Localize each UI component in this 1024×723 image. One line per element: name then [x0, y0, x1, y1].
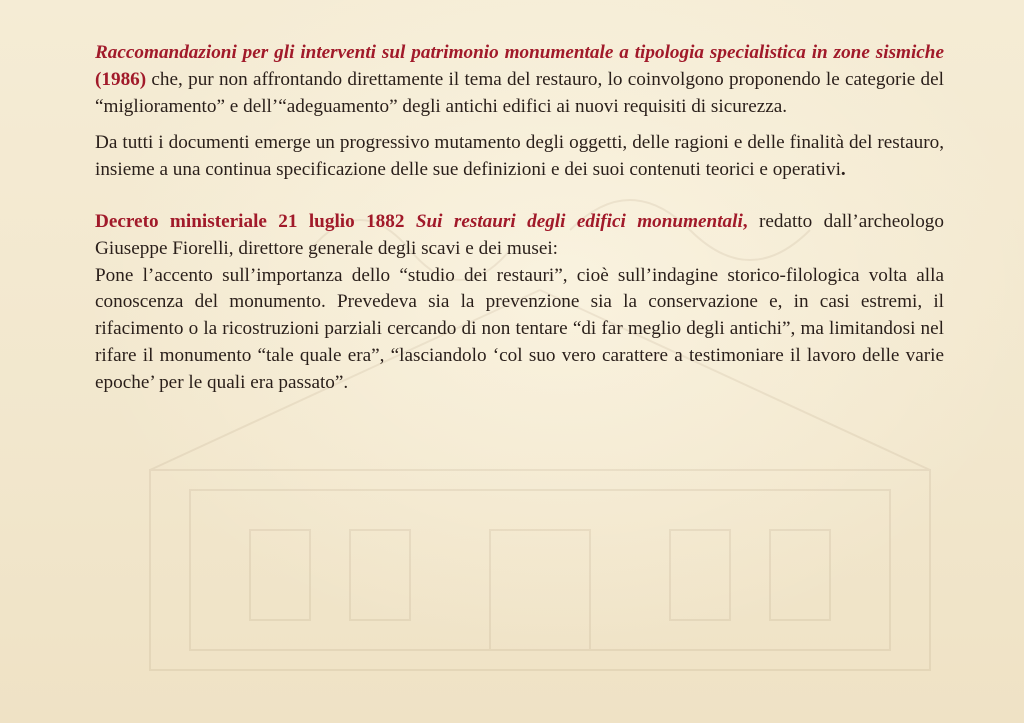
document-year: (1986) [95, 68, 147, 90]
decree-title-comma: , [742, 210, 748, 232]
paragraph-raccomandazioni [95, 40, 944, 120]
paragraph-text: Da tutti i documenti emerge un progressivo mutamento degli oggetti, delle ragioni e delle finalità del restauro, insieme a una continua specificazione delle sue definizioni e dei suoi contenuti teorici e operativi [95, 132, 944, 181]
decree-title: Decreto ministeriale 21 luglio 1882 [95, 210, 416, 232]
document-body [95, 40, 944, 397]
paragraph-documenti [95, 130, 944, 184]
decree-title-italic: Sui restauri degli edifici monumentali [415, 210, 743, 232]
decree-intro: redatto dall’archeologo Giuseppe Fiorelli, direttore generale degli scavi e dei musei: [95, 210, 944, 259]
document-title-raccomandazioni: Raccomandazioni per gli interventi sul patrimonio monumentale a tipologia specialistica in zone sismiche [95, 42, 944, 63]
final-dot: . [840, 159, 846, 181]
paragraph-decreto [95, 209, 944, 397]
decree-body: Pone l’accento sull’importanza dello “studio dei restauri”, cioè sull’indagine storico-filologica volta alla conoscenza del monumento. Prevedeva sia la prevenzione sia la conservazione e, in casi estremi, il rifacimento o la ricostruzioni parziali cercando di non tentare “di far meglio degli antichi”, ma limitandosi nel rifare il monumento “tale quale era”, “lasciandolo ‘col suo vero carattere a testimoniare il lavoro delle varie epoche’ per le quali era passato”. [95, 264, 944, 393]
paragraph-text: che, pur non affrontando direttamente il tema del restauro, lo coinvolgono proponendo le categorie del “miglioramento” e dell’“adeguamento” degli antichi edifici ai nuovi requisiti di sicurezza. [95, 68, 944, 117]
